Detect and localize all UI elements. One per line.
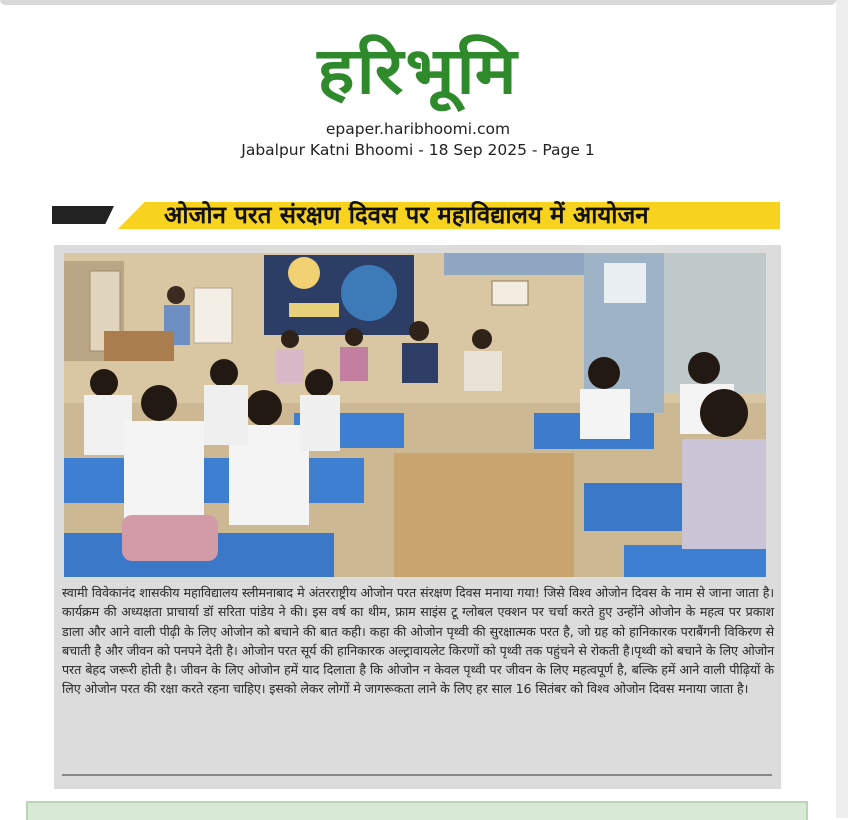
masthead bbox=[0, 28, 836, 114]
classroom-photo-illustration bbox=[64, 253, 766, 577]
article-photo bbox=[64, 253, 766, 577]
headline-banner bbox=[52, 200, 780, 230]
article-headline: ओजोन परत संरक्षण दिवस पर महाविद्यालय में आयोजन bbox=[164, 201, 649, 229]
edition-info bbox=[0, 119, 836, 161]
scroll-edge bbox=[836, 0, 848, 818]
article-divider bbox=[62, 774, 772, 776]
article-clipping bbox=[54, 245, 781, 789]
newspaper-logo: हरिभूमि bbox=[317, 33, 519, 109]
headline-accent-bar bbox=[52, 206, 114, 224]
edition-line: Jabalpur Katni Bhoomi - 18 Sep 2025 - Page 1 bbox=[241, 141, 595, 159]
top-edge bbox=[0, 0, 836, 5]
next-article-box bbox=[26, 801, 808, 820]
article-body: स्वामी विवेकानंद शासकीय महाविद्यालय स्लीमनाबाद मे अंतरराष्ट्रीय ओजोन परत संरक्षण दिवस मनाया गया! जिसे विश्व ओजोन दिवस के नाम से जाना जाता है। कार्यक्रम की अध्यक्षता प्राचार्या डॉ सरिता पांडेय ने की। इस वर्ष का थीम, फ्राम साइंस टू ग्लोबल एक्शन पर चर्चा करते हुए उन्होंने ओजोन के महत्व पर प्रकाश डाला और आने वाली पीढ़ी के लिए ओजोन को बचाने की बात कही। कहा की ओजोन पृथ्वी की सुरक्षात्मक परत है, जो ग्रह को हानिकारक पराबैंगनी विकिरण से बचाती है और जीवन को पनपने देती है। ओजोन परत सूर्य की हानिकारक अल्ट्रावायलेट किरणों को पृथ्वी तक पहुंचने से रोकती है।पृथ्वी को बचाने के लिए ओजोन परत बेहद जरूरी होती है। जीवन के लिए ओजोन हमें याद दिलाता है कि ओजोन न केवल पृथ्वी पर जीवन के लिए महत्वपूर्ण है, बल्कि हमें आने वाली पीढ़ियों के लिए ओजोन परत की रक्षा करते रहना चाहिए। इसको लेकर लोगों मे जागरूकता लाने के लिए हर साल 16 सितंबर को विश्व ओजोन दिवस मनाया जाता है। bbox=[62, 585, 774, 697]
epaper-url[interactable]: epaper.haribhoomi.com bbox=[325, 120, 511, 138]
